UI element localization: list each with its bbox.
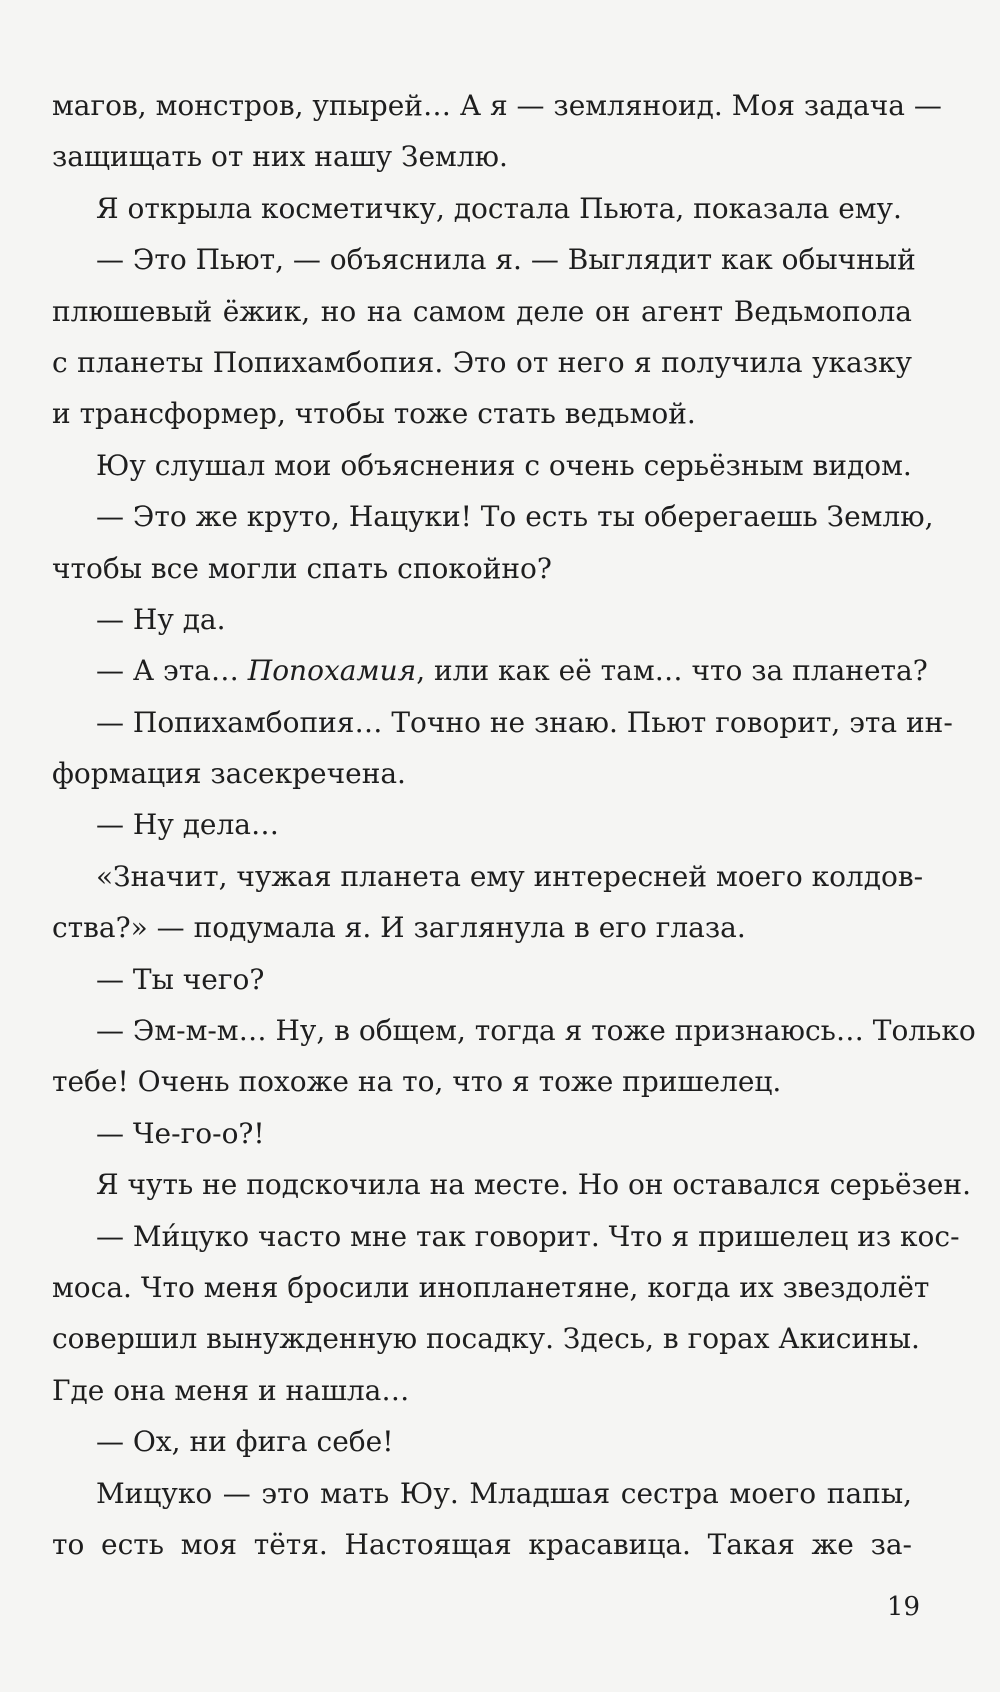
text-line: с планеты Попихамбопия. Это от него я получила указку	[52, 345, 912, 379]
text-line-mixed	[52, 645, 928, 696]
text-line: «Значит, чужая планета ему интересней моего колдов-	[96, 859, 924, 893]
text-line: моса. Что меня бросили инопланетяне, когда их звездолёт	[52, 1270, 930, 1304]
text-line: и трансформер, чтобы тоже стать ведьмой.	[52, 397, 696, 431]
text-line: плюшевый ёжик, но на самом деле он агент Ведьмопола	[52, 294, 912, 328]
text-segment: — А эта…	[96, 654, 248, 688]
body-text	[52, 80, 976, 1570]
text-line: Где она меня и нашла…	[52, 1373, 410, 1407]
text-line: формация засекречена.	[52, 757, 406, 791]
text-line: защищать от них нашу Землю.	[52, 140, 508, 174]
text-line: тебе! Очень похоже на то, что я тоже пришелец.	[52, 1065, 782, 1099]
text-line: — Это Пьют, — объяснила я. — Выглядит как обычный	[96, 243, 916, 277]
text-line: совершил вынужденную посадку. Здесь, в горах Акисины.	[52, 1322, 920, 1356]
text-segment: , или как её там… что за планета?	[416, 654, 928, 688]
text-line: то есть моя тётя. Настоящая красавица. Такая же за-	[52, 1527, 912, 1561]
text-line: — Ну да.	[96, 602, 226, 636]
text-line: — Это же круто, Нацуки! То есть ты оберегаешь Землю,	[96, 500, 934, 534]
text-line: — Ну дела…	[96, 808, 279, 842]
text-line: ства?» — подумала я. И заглянула в его глаза.	[52, 911, 746, 945]
text-line: магов, монстров, упырей… А я — земляноид. Моя задача —	[52, 89, 942, 122]
text-line: Я открыла косметичку, достала Пьюта, показала ему.	[96, 191, 902, 225]
text-line: Мицуко — это мать Юу. Младшая сестра моего папы,	[96, 1476, 912, 1510]
text-line: — Попихамбопия… Точно не знаю. Пьют говорит, эта ин-	[96, 705, 953, 739]
text-line: — Че-го-о?!	[96, 1116, 265, 1150]
text-line: Юу слушал мои объяснения с очень серьёзным видом.	[96, 448, 912, 482]
text-line: — Ох, ни фига себе!	[96, 1425, 394, 1459]
text-line: — Ты чего?	[96, 962, 265, 996]
text-line: — Эм-м-м… Ну, в общем, тогда я тоже признаюсь… Только	[96, 1014, 976, 1048]
text-line: Я чуть не подскочила на месте. Но он оставался серьёзен.	[96, 1168, 971, 1202]
italic-planet-name: Попохамия	[247, 654, 417, 688]
page-number: 19	[886, 1592, 920, 1622]
text-line: чтобы все могли спать спокойно?	[52, 551, 552, 585]
text-line: — Ми́цуко часто мне так говорит. Что я пришелец из кос-	[96, 1219, 960, 1253]
